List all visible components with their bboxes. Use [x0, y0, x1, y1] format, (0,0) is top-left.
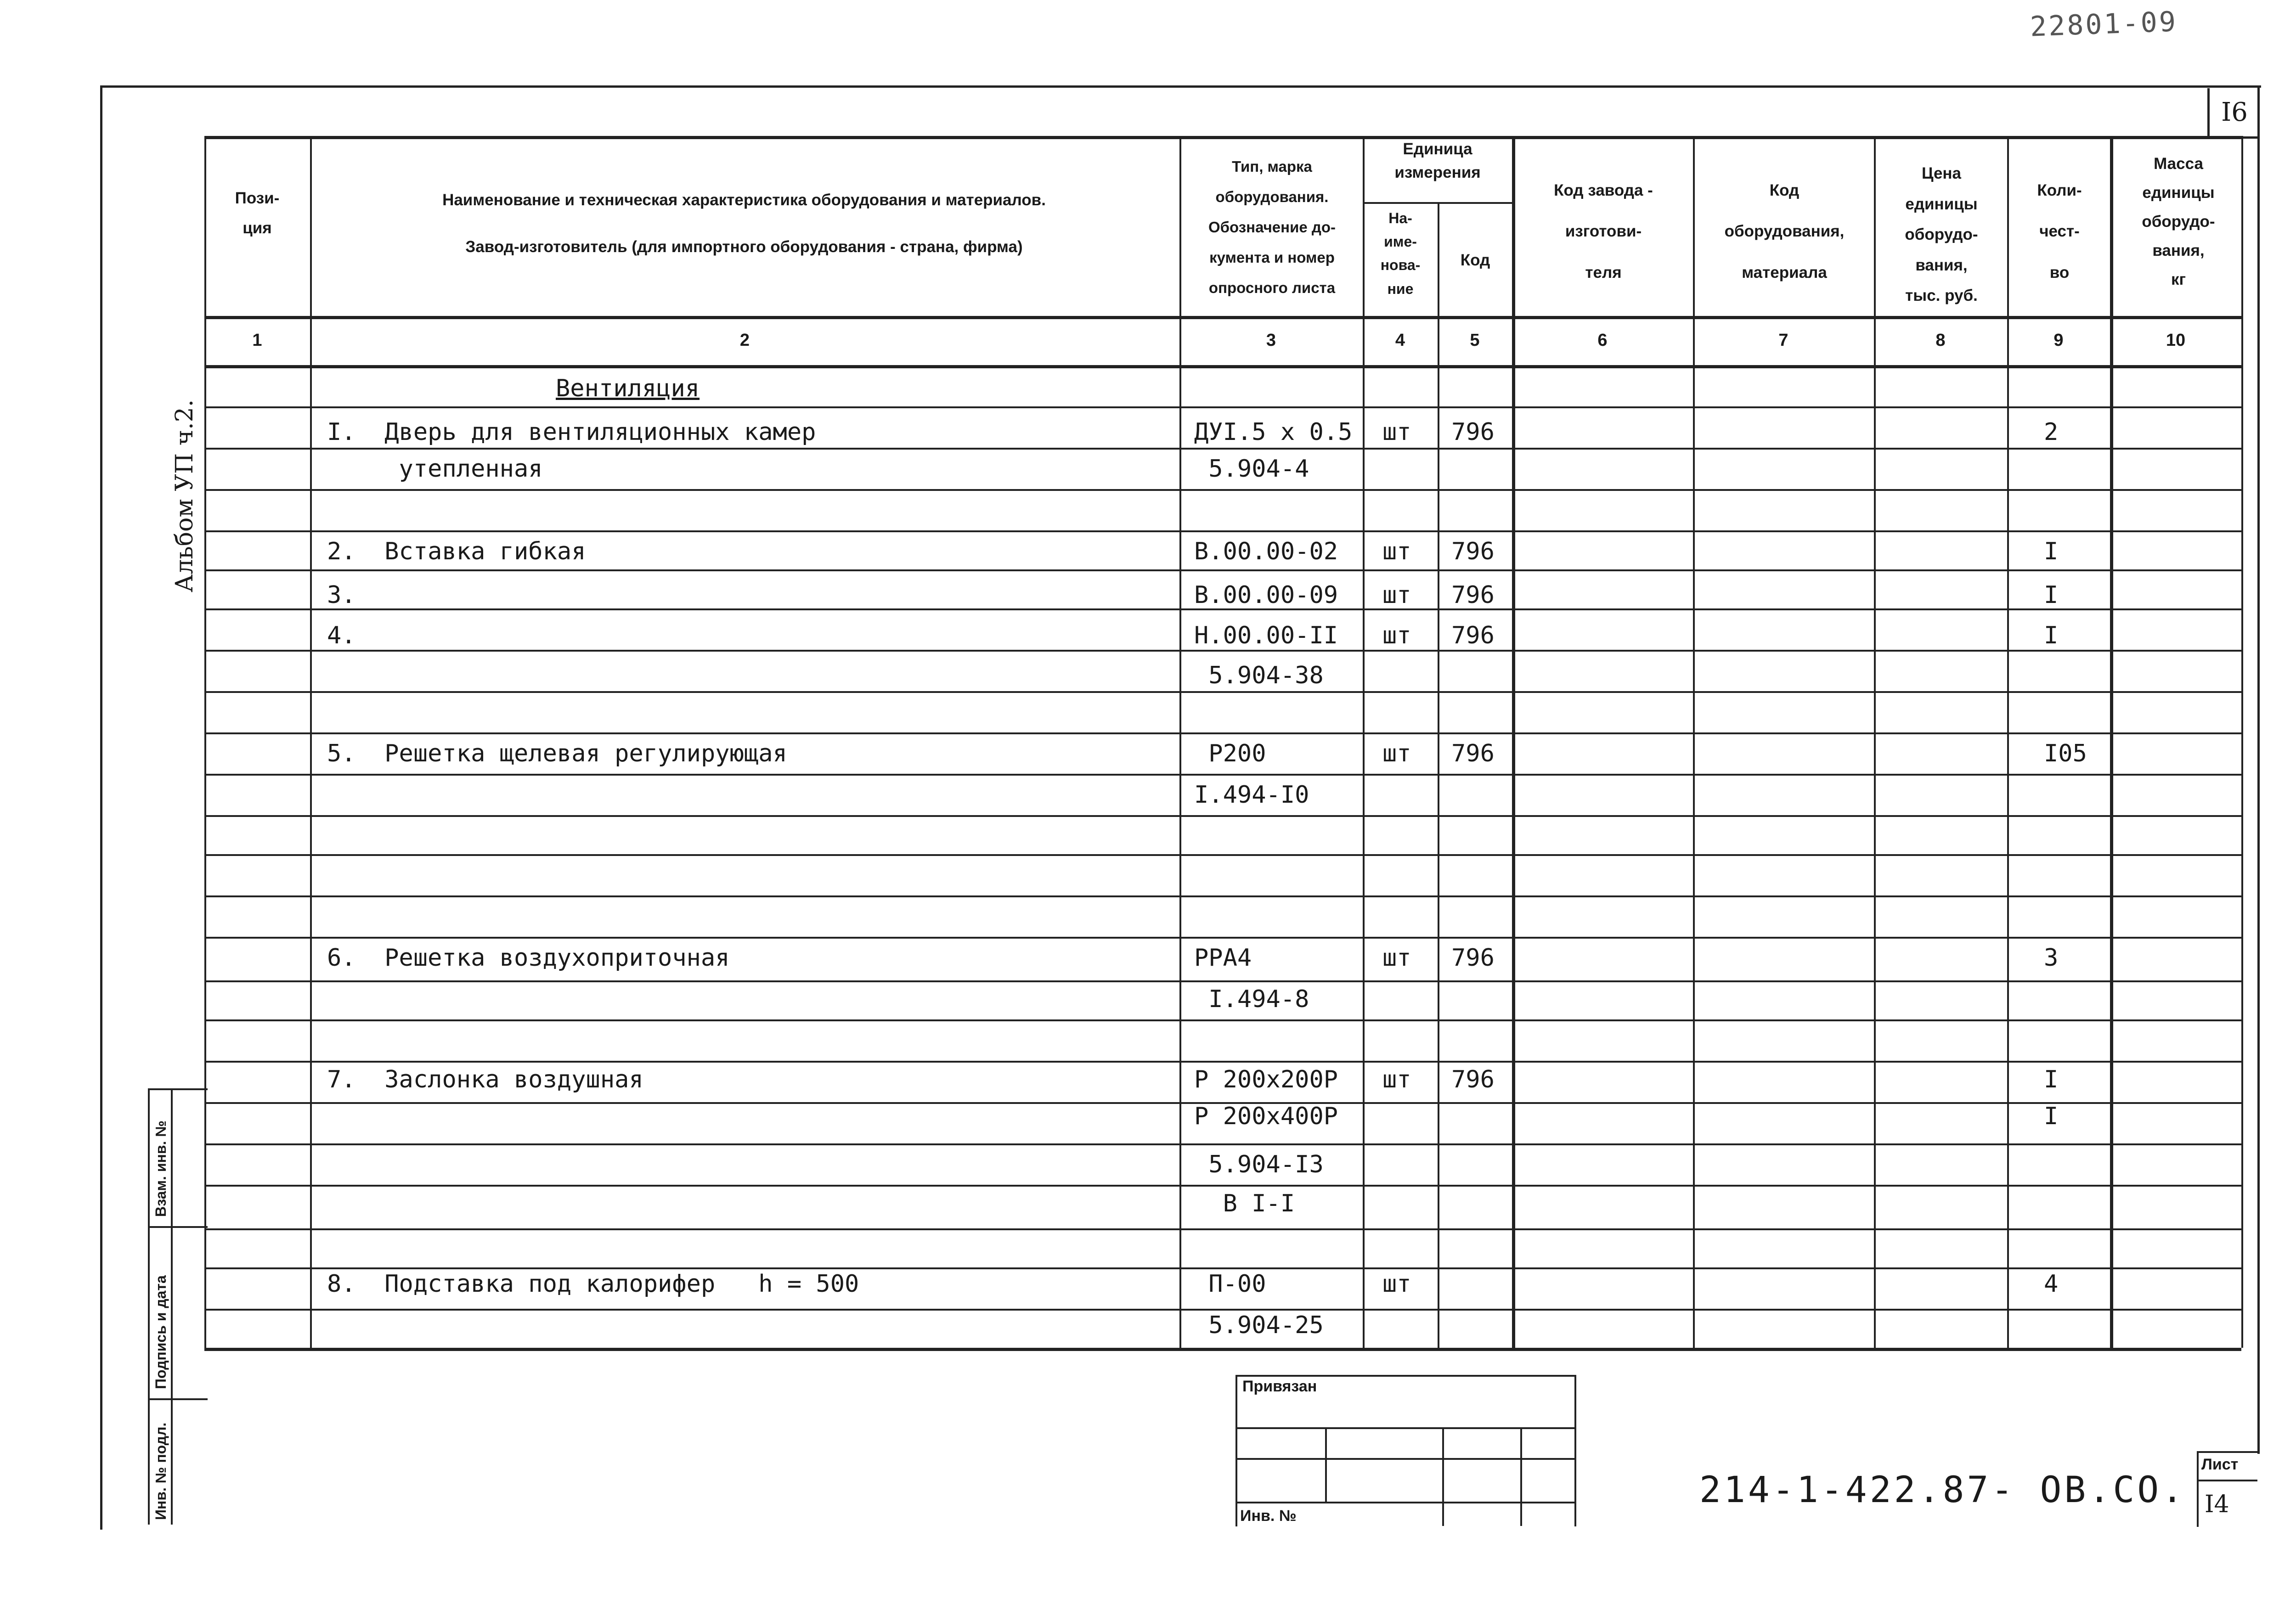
row-unit: шт	[1382, 740, 1411, 767]
stamp-line2	[1235, 1458, 1575, 1460]
stamp-inv-label: Инв. №	[1240, 1507, 1297, 1525]
column-line	[310, 136, 312, 1348]
row-type: 5.904-38	[1194, 662, 1324, 689]
row-name: утепленная	[327, 455, 543, 483]
album-title: Альбом УП ч.2.	[171, 399, 198, 592]
row-type: ДУI.5 x 0.5	[1194, 418, 1353, 446]
row-type: 5.904-25	[1194, 1312, 1324, 1339]
row-line	[204, 1019, 2241, 1021]
column-line	[2110, 136, 2113, 1348]
sheet-number-top: I6	[2207, 88, 2259, 139]
column-number: 7	[1778, 331, 1788, 350]
row-name: 6. Решетка воздухоприточная	[327, 944, 730, 972]
column-number: 8	[1935, 331, 1946, 350]
stamp-v2	[1442, 1427, 1444, 1526]
header-position: Пози- ция	[235, 189, 280, 237]
column-line	[1512, 136, 1515, 1348]
row-line	[204, 489, 2241, 491]
row-line	[204, 1228, 2241, 1230]
sheet-box-left	[2197, 1451, 2199, 1527]
row-type: B.00.00-09	[1194, 581, 1338, 609]
side-field-inventory: Инв. № подл.	[152, 1422, 169, 1520]
side-stamp-mid	[171, 1088, 173, 1525]
column-number: 9	[2053, 331, 2064, 350]
row-quantity: I	[2044, 1103, 2059, 1130]
row-type: PPA4	[1194, 944, 1252, 972]
row-unit-code: 796	[1451, 944, 1495, 972]
stamp-right	[1574, 1375, 1576, 1526]
row-type: H.00.00-II	[1194, 622, 1338, 649]
row-name: 8. Подставка под калорифер h = 500	[327, 1270, 859, 1298]
row-line	[204, 774, 2241, 776]
header-name: Наименование и техническая характеристика оборудования и материалов. Завод-изготовитель (для импортного оборудования - страна, фирма)	[442, 191, 1046, 256]
header-unit-code: Код	[1460, 251, 1490, 269]
row-name: 7. Заслонка воздушная	[327, 1066, 643, 1093]
header-type: Тип, марка оборудования. Обозначение до- кумента и номер опросного листа	[1208, 158, 1336, 296]
row-line	[204, 448, 2241, 450]
side-field-replace: Взам. инв. №	[152, 1120, 169, 1217]
stamp-v1	[1325, 1427, 1327, 1502]
header-equipment-code: Код оборудования, материала	[1724, 181, 1845, 281]
row-unit-code: 796	[1451, 1066, 1495, 1093]
column-number: 3	[1266, 331, 1276, 350]
row-quantity: I05	[2044, 740, 2087, 767]
column-line	[1874, 136, 1876, 1348]
row-unit: шт	[1382, 538, 1411, 565]
row-unit: шт	[1382, 1270, 1411, 1298]
row-name: 4.	[327, 622, 356, 649]
row-unit-code: 796	[1451, 581, 1495, 609]
side-stamp-div2	[148, 1398, 208, 1400]
row-line	[204, 406, 2241, 408]
header-unit-name: На- име- нова- ние	[1380, 210, 1421, 297]
row-line	[204, 650, 2241, 652]
column-number: 6	[1597, 331, 1608, 350]
row-line	[204, 895, 2241, 897]
document-designation: 214-1-422.87- ОВ.СО.	[1699, 1469, 2186, 1511]
row-type: 5.904-4	[1194, 455, 1309, 483]
row-line	[204, 569, 2241, 571]
stamp-bound-label: Привязан	[1242, 1378, 1317, 1395]
table-top-border	[204, 136, 2241, 139]
row-line	[204, 1185, 2241, 1187]
column-number: 5	[1470, 331, 1480, 350]
row-line	[204, 1143, 2241, 1145]
row-line	[204, 691, 2241, 693]
stamp-left	[1235, 1375, 1237, 1526]
column-number: 4	[1395, 331, 1405, 350]
header-plant-code: Код завода - изготови- теля	[1554, 181, 1653, 281]
archive-code: 22801-09	[2029, 6, 2178, 43]
header-bottom-border	[204, 316, 2241, 319]
row-unit: шт	[1382, 418, 1411, 446]
row-line	[204, 1267, 2241, 1269]
side-stamp-left	[148, 1088, 150, 1525]
section-title: Вентиляция	[556, 375, 700, 402]
row-quantity: I	[2044, 622, 2059, 649]
row-name: I. Дверь для вентиляционных камер	[327, 418, 816, 446]
row-type: P 200x400P	[1194, 1103, 1338, 1130]
body-box-top	[1438, 365, 2110, 368]
row-line	[204, 854, 2241, 856]
sheet-box-top	[2197, 1451, 2257, 1453]
frame-right-edge	[2257, 85, 2260, 1454]
column-number: 10	[2166, 331, 2186, 350]
stamp-top	[1235, 1375, 1575, 1377]
row-unit: шт	[1382, 622, 1411, 649]
column-line	[1438, 202, 1439, 1348]
header-unit: Единица измерения	[1394, 140, 1481, 181]
row-line	[204, 1061, 2241, 1063]
row-type: B I-I	[1194, 1190, 1295, 1217]
column-line	[1693, 136, 1695, 1348]
column-line	[2241, 136, 2243, 1348]
row-quantity: 3	[2044, 944, 2059, 972]
sheet-box-mid	[2197, 1480, 2257, 1481]
row-quantity: I	[2044, 1066, 2059, 1093]
row-line	[204, 980, 2241, 982]
row-type: B.00.00-02	[1194, 538, 1338, 565]
stamp-line1	[1235, 1427, 1575, 1429]
row-type: I.494-8	[1194, 985, 1309, 1013]
row-unit: шт	[1382, 1066, 1411, 1093]
row-line	[204, 815, 2241, 817]
row-line	[204, 530, 2241, 532]
sheet-label: Лист	[2201, 1456, 2239, 1473]
row-name: 5. Решетка щелевая регулирующая	[327, 740, 787, 767]
row-line	[204, 1309, 2241, 1311]
row-type: P200	[1194, 740, 1266, 767]
column-line	[2007, 136, 2009, 1348]
row-unit: шт	[1382, 944, 1411, 972]
column-line	[1179, 136, 1181, 1348]
row-unit-code: 796	[1451, 740, 1495, 767]
row-line	[204, 937, 2241, 939]
row-type: P 200x200P	[1194, 1066, 1338, 1093]
row-type: 5.904-I3	[1194, 1151, 1324, 1178]
row-unit-code: 796	[1451, 418, 1495, 446]
row-quantity: I	[2044, 538, 2059, 565]
side-field-signature: Подпись и дата	[152, 1275, 169, 1389]
row-type: I.494-I0	[1194, 781, 1309, 809]
stamp-line3	[1235, 1502, 1575, 1503]
row-name: 3.	[327, 581, 356, 609]
row-unit-code: 796	[1451, 538, 1495, 565]
sheet-number: I4	[2205, 1491, 2229, 1518]
column-number: 2	[739, 331, 750, 350]
side-stamp-top	[148, 1088, 208, 1090]
column-line	[204, 136, 206, 1348]
row-unit-code: 796	[1451, 622, 1495, 649]
column-line	[1363, 136, 1365, 1348]
header-quantity: Коли- чест- во	[2037, 181, 2082, 281]
column-number: 1	[252, 331, 262, 350]
stamp-v3	[1520, 1427, 1522, 1526]
row-name: 2. Вставка гибкая	[327, 538, 586, 565]
row-line	[204, 1348, 2241, 1351]
header-mass: Масса единицы оборудо- вания, кг	[2142, 155, 2215, 288]
row-unit: шт	[1382, 581, 1411, 609]
header-price: Цена единицы оборудо- вания, тыс. руб.	[1905, 164, 1978, 304]
row-line	[204, 732, 2241, 734]
row-type: П-00	[1194, 1270, 1266, 1298]
row-quantity: I	[2044, 581, 2059, 609]
side-stamp-div1	[148, 1226, 208, 1228]
row-quantity: 4	[2044, 1270, 2059, 1298]
row-quantity: 2	[2044, 418, 2059, 446]
